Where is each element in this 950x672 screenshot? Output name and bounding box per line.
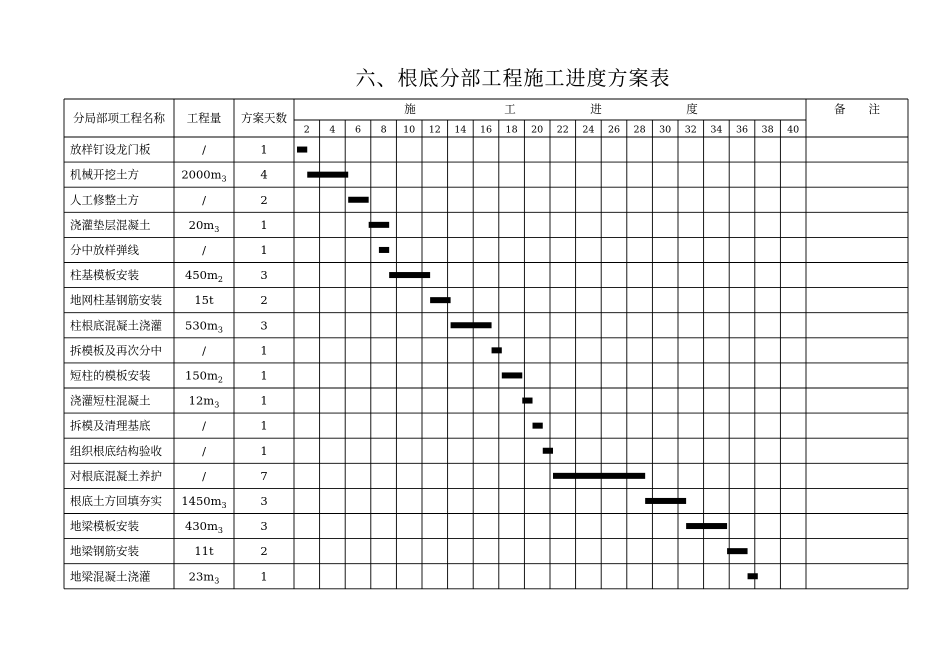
planned-days-cell: 2 — [260, 544, 268, 559]
quantity-cell: $20m_3$ — [188, 217, 220, 234]
task-name-cell: 拆模板及再次分中 — [70, 343, 162, 358]
quantity-cell: $530m_3$ — [185, 318, 223, 335]
gantt-bar — [379, 247, 389, 253]
task-name-cell: 地梁模板安装 — [70, 519, 139, 534]
day-tick-label: 8 — [380, 124, 387, 136]
day-tick-label: 36 — [735, 124, 749, 136]
gantt-bar — [369, 222, 389, 228]
quantity-cell: $23m_3$ — [188, 569, 220, 586]
day-tick-label: 30 — [659, 124, 672, 136]
gantt-bar — [492, 347, 502, 353]
quantity-cell: / — [202, 343, 206, 358]
planned-days-cell: 1 — [260, 418, 268, 433]
day-tick-label: 10 — [403, 124, 416, 136]
gantt-bar — [307, 172, 348, 178]
quantity-cell: / — [202, 242, 206, 257]
header-progress-char: 度 — [686, 102, 698, 116]
day-tick-label: 34 — [710, 124, 723, 136]
gantt-bar — [430, 297, 450, 303]
header-planned-days: 方案天数 — [241, 111, 287, 125]
planned-days-cell: 3 — [260, 519, 268, 534]
day-tick-label: 12 — [428, 124, 441, 136]
day-tick-label: 20 — [531, 124, 544, 136]
gantt-bar — [645, 498, 686, 504]
planned-days-cell: 7 — [260, 468, 268, 483]
task-name-cell: 根底土方回填夯实 — [70, 493, 162, 508]
task-name-cell: 柱基模板安装 — [70, 268, 139, 283]
planned-days-cell: 2 — [260, 192, 268, 207]
quantity-cell: 15t — [194, 293, 214, 308]
day-tick-label: 28 — [633, 124, 646, 136]
task-name-cell: 柱根底混凝土浇灌 — [70, 318, 162, 333]
gantt-bar — [533, 423, 543, 429]
task-name-cell: 浇灌垫层混凝土 — [70, 217, 151, 232]
planned-days-cell: 1 — [260, 368, 268, 383]
day-tick-label: 18 — [505, 124, 518, 136]
quantity-cell: $2000m_3$ — [181, 167, 227, 184]
gantt-bar — [522, 398, 532, 404]
task-name-cell: 对根底混凝土养护 — [70, 468, 162, 483]
planned-days-cell: 1 — [260, 569, 268, 584]
quantity-cell: / — [202, 418, 206, 433]
planned-days-cell: 3 — [260, 268, 268, 283]
planned-days-cell: 3 — [260, 493, 268, 508]
day-tick-label: 24 — [582, 124, 595, 136]
gantt-bar — [502, 372, 522, 378]
gantt-bar — [451, 322, 492, 328]
day-tick-label: 4 — [329, 124, 336, 136]
gantt-bar — [348, 197, 368, 203]
task-name-cell: 人工修整土方 — [70, 192, 139, 207]
planned-days-cell: 1 — [260, 443, 268, 458]
header-quantity: 工程量 — [186, 111, 222, 125]
task-name-cell: 分中放样弹线 — [70, 242, 139, 257]
quantity-cell: $430m_3$ — [185, 519, 223, 536]
page-title-text: 六、根底分部工程施工进度方案表 — [355, 66, 671, 90]
planned-days-cell: 1 — [260, 343, 268, 358]
planned-days-cell: 2 — [260, 293, 268, 308]
task-name-cell: 地网柱基钢筋安装 — [70, 293, 162, 308]
day-tick-label: 22 — [556, 124, 569, 136]
quantity-cell: / — [202, 468, 206, 483]
task-name-cell: 放样钉设龙门板 — [70, 142, 151, 157]
quantity-cell: / — [202, 443, 206, 458]
quantity-cell: / — [202, 192, 206, 207]
planned-days-cell: 1 — [260, 142, 268, 157]
header-progress-char: 工 — [504, 102, 516, 116]
task-name-cell: 短柱的模板安装 — [70, 368, 151, 383]
task-name-cell: 机械开挖土方 — [70, 167, 139, 182]
quantity-cell: $12m_3$ — [188, 393, 220, 410]
header-progress-char: 进 — [590, 102, 602, 116]
day-tick-label: 14 — [454, 124, 467, 136]
gantt-bar — [727, 548, 747, 554]
task-name-cell: 地梁钢筋安装 — [70, 544, 139, 559]
planned-days-cell: 1 — [260, 393, 268, 408]
planned-days-cell: 1 — [260, 217, 268, 232]
day-tick-label: 6 — [354, 124, 362, 136]
task-name-cell: 浇灌短柱混凝土 — [70, 393, 151, 408]
quantity-cell: 11t — [194, 544, 214, 559]
day-tick-label: 40 — [787, 124, 800, 136]
planned-days-cell: 3 — [260, 318, 268, 333]
day-tick-label: 32 — [684, 124, 697, 136]
task-name-cell: 地梁混凝土浇灌 — [70, 569, 151, 584]
day-tick-label: 16 — [479, 124, 493, 136]
quantity-cell: / — [202, 142, 206, 157]
gantt-bar — [553, 473, 645, 479]
day-tick-label: 26 — [607, 124, 621, 136]
gantt-bar — [686, 523, 727, 529]
task-name-cell: 组织根底结构验收 — [70, 443, 162, 458]
gantt-bar — [748, 573, 758, 579]
header-progress-char: 施 — [404, 102, 416, 116]
quantity-cell: $150m_2$ — [185, 368, 223, 385]
header-task-name: 分局部项工程名称 — [73, 111, 165, 125]
planned-days-cell: 1 — [260, 242, 268, 257]
day-tick-label: 38 — [761, 124, 774, 136]
task-name-cell: 拆模及清理基底 — [70, 418, 151, 433]
gantt-bar — [389, 272, 430, 278]
planned-days-cell: 4 — [260, 167, 268, 182]
header-remarks: 备 注 — [834, 102, 880, 116]
quantity-cell: $1450m_3$ — [181, 493, 227, 510]
gantt-bar — [543, 448, 553, 454]
day-tick-label: 2 — [303, 124, 310, 136]
quantity-cell: $450m_2$ — [185, 268, 223, 285]
gantt-bar — [297, 147, 307, 153]
